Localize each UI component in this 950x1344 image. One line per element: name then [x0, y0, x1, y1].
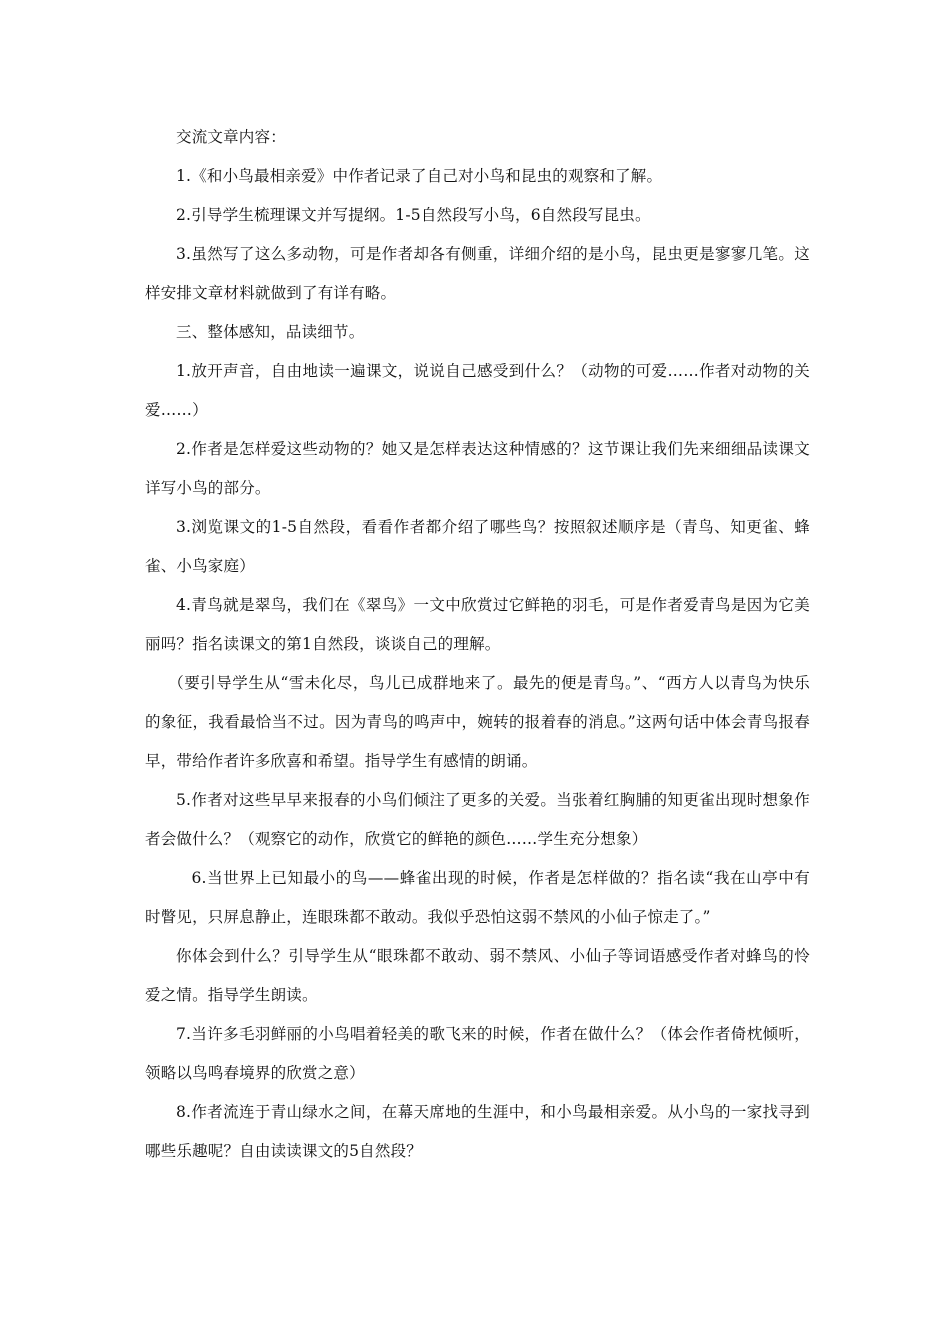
paragraph-heading-exchange: 交流文章内容：: [176, 128, 286, 146]
paragraph-1: 1.《和小鸟最相亲爱》中作者记录了自己对小鸟和昆虫的观察和了解。: [176, 167, 663, 185]
paragraph-4: 1.放开声音，自由地读一遍课文，说说自己感受到什么？（动物的可爱……作者对动物的关爱……）: [145, 362, 810, 419]
paragraph-5: 2.作者是怎样爱这些动物的？她又是怎样表达这种情感的？这节课让我们先来细细品读课文详写小鸟的部分。: [145, 440, 810, 497]
paragraph-2: 2.引导学生梳理课文并写提纲。1-5自然段写小鸟，6自然段写昆虫。: [176, 206, 651, 224]
paragraph-12: 7.当许多毛羽鲜丽的小鸟唱着轻美的歌飞来的时候，作者在做什么？（体会作者倚枕倾听，领略以鸟鸣春境界的欣赏之意）: [145, 1025, 810, 1082]
paragraph-7: 4.青鸟就是翠鸟，我们在《翠鸟》一文中欣赏过它鲜艳的羽毛，可是作者爱青鸟是因为它美丽吗？指名读课文的第1自然段，谈谈自己的理解。: [145, 596, 810, 653]
paragraph-8: （要引导学生从“雪未化尽，鸟儿已成群地来了。最先的便是青鸟。”、“西方人以青鸟为快乐的象征，我看最恰当不过。因为青鸟的鸣声中，婉转的报着春的消息。”这两句话中体会青鸟报春早，带给作者许多欣喜和希望。指导学生有感情的朗诵。: [145, 674, 810, 770]
paragraph-3: 3.虽然写了这么多动物，可是作者却各有侧重，详细介绍的是小鸟，昆虫更是寥寥几笔。这样安排文章材料就做到了有详有略。: [145, 245, 810, 302]
paragraph-9: 5.作者对这些早早来报春的小鸟们倾注了更多的关爱。当张着红胸脯的知更雀出现时想象作者会做什么？（观察它的动作，欣赏它的鲜艳的颜色……学生充分想象）: [145, 791, 810, 848]
paragraph-10: 6.当世界上已知最小的鸟——蜂雀出现的时候，作者是怎样做的？指名读“我在山亭中有时瞥见，只屏息静止，连眼珠都不敢动。我似乎恐怕这弱不禁风的小仙子惊走了。”: [145, 869, 810, 926]
paragraph-6: 3.浏览课文的1-5自然段，看看作者都介绍了哪些鸟？按照叙述顺序是（青鸟、知更雀、蜂雀、小鸟家庭）: [145, 518, 810, 575]
paragraph-13: 8.作者流连于青山绿水之间，在幕天席地的生涯中，和小鸟最相亲爱。从小鸟的一家找寻到哪些乐趣呢？自由读读课文的5自然段？: [145, 1103, 810, 1160]
paragraph-11: 你体会到什么？引导学生从“眼珠都不敢动、弱不禁风、小仙子等词语感受作者对蜂鸟的怜爱之情。指导学生朗读。: [145, 947, 810, 1004]
document-body: [145, 118, 810, 1171]
section-heading-3: 三、整体感知，品读细节。: [176, 323, 365, 341]
